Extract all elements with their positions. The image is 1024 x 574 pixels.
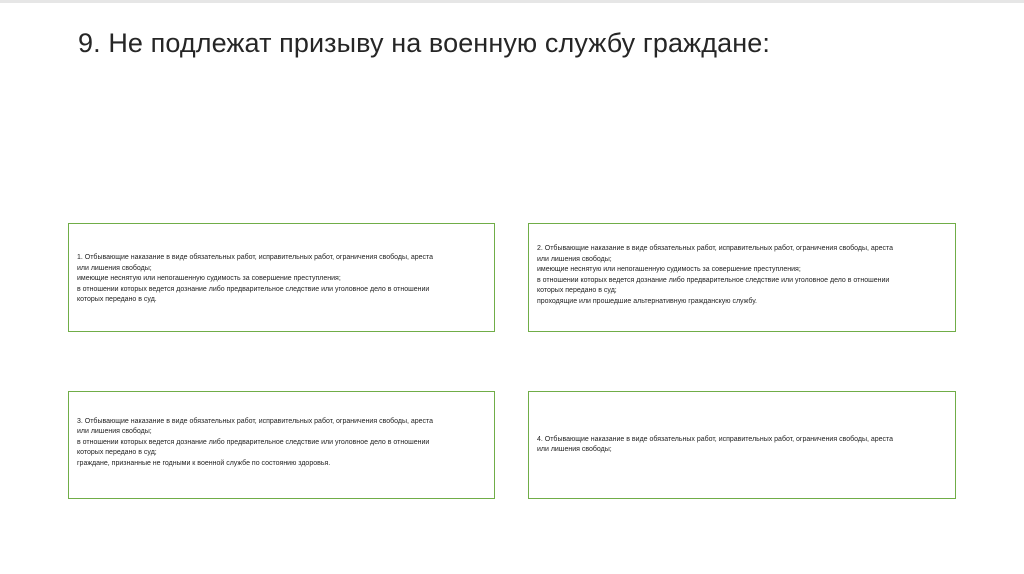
answer-option-1[interactable] bbox=[68, 223, 495, 332]
answer-option-3-text: 3. Отбывающие наказание в виде обязательных работ, исправительных работ, ограничения свободы, ареста или лишения свободы; в отношении которых ведется дознание либо предварительное следствие или уголовное дело в отношении которых передано в суд; граждане, признанные не годными к военной службе по состоянию здоровья. bbox=[77, 417, 434, 467]
answer-option-4[interactable] bbox=[528, 391, 956, 499]
answer-option-3[interactable] bbox=[68, 391, 495, 499]
answer-option-2[interactable] bbox=[528, 223, 956, 332]
answer-option-1-text: 1. Отбывающие наказание в виде обязательных работ, исправительных работ, ограничения свободы, ареста или лишения свободы; имеющие неснятую или непогашенную судимость за совершение преступления; в отношении которых ведется дознание либо предварительное следствие или уголовное дело в отношении которых передано в суд. bbox=[77, 254, 434, 304]
answer-option-2-text: 2. Отбывающие наказание в виде обязательных работ, исправительных работ, ограничения свободы, ареста или лишения свободы; имеющие неснятую или непогашенную судимость за совершение преступления; в отношении которых ведется дознание либо предварительное следствие или уголовное дело в отношении которых передано в суд; проходящие или прошедшие альтернативную гражданскую службу. bbox=[537, 245, 894, 305]
answer-option-4-text: 4. Отбывающие наказание в виде обязательных работ, исправительных работ, ограничения свободы, ареста или лишения свободы; bbox=[537, 435, 894, 453]
top-divider bbox=[0, 0, 1024, 3]
slide-title: 9. Не подлежат призыву на военную службу граждане: bbox=[78, 28, 770, 58]
